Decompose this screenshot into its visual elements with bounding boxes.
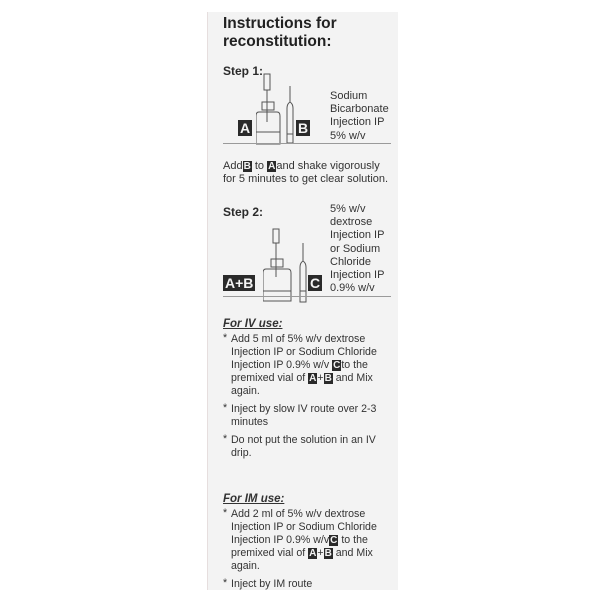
label-b: B (243, 161, 251, 172)
step2-label: Step 2: (223, 205, 264, 219)
text-line: Chloride (330, 255, 371, 268)
divider (223, 143, 391, 144)
list-item (223, 333, 391, 398)
text-line: Injection IP (330, 269, 385, 282)
text-line: Injection IP (330, 116, 385, 129)
text: to (254, 160, 265, 172)
divider (223, 296, 391, 297)
instruction-panel (207, 12, 398, 590)
text: to the premixed vial of (231, 534, 368, 559)
text-line: 0.9% w/v (330, 282, 375, 295)
label-b: B (324, 548, 332, 559)
list-item (223, 508, 391, 573)
page-title: Instructions for reconstitution: (223, 15, 337, 50)
im-heading: For IM use: (223, 493, 285, 505)
vial-syringe-icon (263, 227, 318, 305)
text: + (317, 547, 324, 559)
vial-syringe-icon (256, 72, 306, 148)
mix-instruction (223, 160, 395, 186)
text: and shake vigorously for 5 minutes to get clear solution. (223, 160, 389, 186)
label-a: A (240, 120, 251, 136)
im-list (223, 508, 391, 596)
list-item: * Do not put the solution in an IV drip. (223, 434, 391, 460)
text-line: or Sodium (330, 242, 381, 255)
label-a: A (309, 548, 317, 559)
text: + (317, 372, 324, 384)
label-c: C (333, 360, 341, 371)
step1-label: Step 1: (223, 64, 264, 78)
text: to the premixed vial of (231, 359, 368, 384)
list-item: * Inject by slow IV route over 2-3 minutes (223, 403, 391, 429)
text-line: dextrose (330, 216, 373, 229)
text: Add 5 ml of 5% w/v dextrose Injection IP or Sodium Chloride Injection IP 0.9% w/v (231, 333, 377, 371)
text-line: Sodium (330, 90, 368, 102)
step1-diluent (330, 90, 389, 143)
label-b: B (298, 120, 309, 136)
label-ab: A+B (225, 275, 254, 291)
text-line: 5% w/v (330, 129, 366, 142)
text: Add 2 ml of 5% w/v dextrose Injection IP or Sodium Chloride Injection IP 0.9% w/v (231, 508, 377, 546)
text: and Mix again. (231, 547, 373, 572)
text: Add (223, 160, 243, 172)
list-item: * Inject by IM route (223, 578, 391, 591)
text: and Mix again. (231, 372, 373, 397)
label-c: C (310, 275, 321, 291)
label-a: A (268, 161, 276, 172)
text-line: 5% w/v (330, 203, 366, 215)
iv-heading: For IV use: (223, 318, 283, 330)
label-c: C (330, 535, 338, 546)
iv-list (223, 333, 391, 465)
label-b: B (324, 373, 332, 384)
label-a: A (309, 373, 317, 384)
text-line: Injection IP (330, 229, 385, 242)
text-line: Bicarbonate (330, 103, 389, 116)
step2-diluent (330, 203, 384, 295)
